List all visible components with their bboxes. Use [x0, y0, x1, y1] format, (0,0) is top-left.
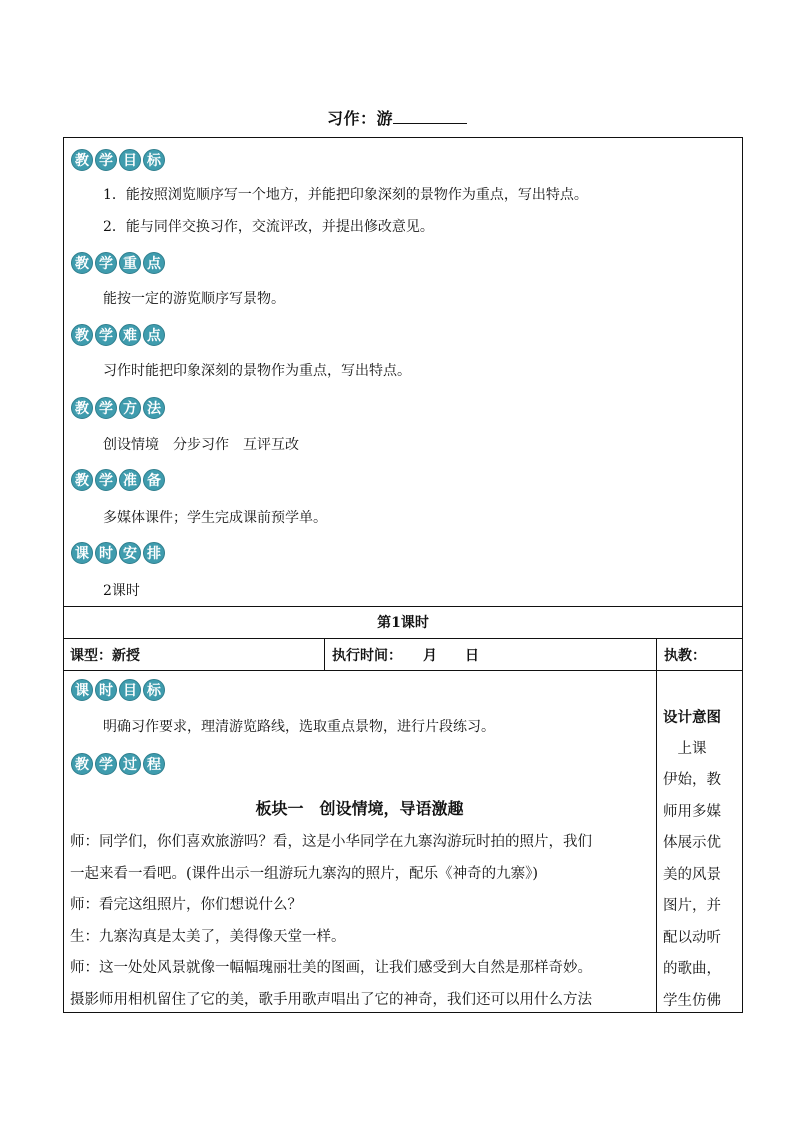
tag-char: 教 [71, 469, 93, 491]
dialogue [70, 827, 652, 1016]
difficulties-text: 习作时能把印象深刻的景物作为重点，写出特点。 [103, 363, 411, 379]
divider-lesson-heading [63, 606, 743, 607]
tag-char: 教 [71, 149, 93, 171]
lesson-heading: 第1课时 [377, 615, 429, 631]
tag-char: 学 [95, 149, 117, 171]
tag-char: 学 [95, 397, 117, 419]
tag-teaching-process [71, 753, 165, 775]
teacher-label: 执教： [664, 648, 706, 664]
tag-char: 教 [71, 753, 93, 775]
goal-item-2: 2．能与同伴交换习作，交流评改，并提出修改意见。 [103, 219, 434, 235]
methods-text: 创设情境 分步习作 互评互改 [103, 437, 299, 453]
tag-char: 点 [143, 324, 165, 346]
divider-lesson-body [63, 670, 743, 671]
tag-char: 教 [71, 252, 93, 274]
preparation-text: 多媒体课件；学生完成课前预学单。 [103, 510, 327, 526]
design-intent [663, 702, 739, 1017]
tag-char: 教 [71, 324, 93, 346]
divider-type-time [324, 638, 325, 670]
tag-char: 学 [95, 324, 117, 346]
tag-teaching-goals [71, 149, 165, 171]
design-intent-line: 图片，并 [663, 898, 721, 914]
tag-char: 学 [95, 252, 117, 274]
design-intent-line: 学生仿佛 [663, 992, 721, 1009]
design-intent-line: 体展示优 [663, 835, 721, 851]
divider-side-column [656, 638, 657, 1013]
tag-char: 课 [71, 542, 93, 564]
key-points-text: 能按一定的游览顺序写景物。 [103, 291, 285, 307]
tag-char: 课 [71, 679, 93, 701]
dialogue-line: 师：同学们，你们喜欢旅游吗？看，这是小华同学在九寨沟游玩时拍的照片，我们 [70, 834, 592, 850]
lesson-objective-text: 明确习作要求，理清游览路线，选取重点景物，进行片段练习。 [103, 719, 495, 735]
tag-char: 排 [143, 542, 165, 564]
title-blank [393, 108, 467, 124]
tag-char: 难 [119, 324, 141, 346]
tag-preparation [71, 469, 165, 491]
tag-lesson-objective [71, 679, 165, 701]
tag-char: 安 [119, 542, 141, 564]
dialogue-line: 生：九寨沟真是太美了，美得像天堂一样。 [70, 928, 346, 945]
tag-char: 学 [95, 753, 117, 775]
dialogue-line: 师：这一处处风景就像一幅幅瑰丽壮美的图画，让我们感受到大自然是那样奇妙。 [70, 960, 592, 976]
page-title [0, 106, 794, 129]
tag-methods [71, 397, 165, 419]
design-intent-line: 美的风景 [663, 866, 721, 883]
tag-char: 方 [119, 397, 141, 419]
tag-char: 目 [119, 679, 141, 701]
lesson-type: 课型：新授 [70, 648, 140, 664]
tag-schedule [71, 542, 165, 564]
dialogue-line: 一起来看一看吧。(课件出示一组游玩九寨沟的照片，配乐《神奇的九寨》) [70, 865, 539, 882]
block-title: 板块一 创设情境，导语激趣 [255, 799, 464, 818]
tag-char: 法 [143, 397, 165, 419]
tag-char: 程 [143, 753, 165, 775]
design-intent-line: 师用多媒 [663, 803, 721, 820]
tag-char: 时 [95, 542, 117, 564]
tag-char: 过 [119, 753, 141, 775]
design-intent-line: 配以动听 [663, 929, 721, 946]
tag-char: 重 [119, 252, 141, 274]
goal-item-1: 1．能按照浏览顺序写一个地方，并能把印象深刻的景物作为重点，写出特点。 [103, 187, 588, 203]
tag-char: 标 [143, 149, 165, 171]
tag-char: 准 [119, 469, 141, 491]
dialogue-line: 师：看完这组照片，你们想说什么？ [70, 897, 302, 913]
tag-char: 点 [143, 252, 165, 274]
title-text: 习作：游 [326, 109, 393, 128]
tag-char: 学 [95, 469, 117, 491]
execution-time: 执行时间： 月 日 [332, 648, 479, 664]
tag-char: 教 [71, 397, 93, 419]
divider-lesson-meta [63, 638, 743, 639]
design-intent-line: 的歌曲， [663, 961, 721, 977]
tag-char: 备 [143, 469, 165, 491]
design-intent-line: 上课 [663, 740, 707, 757]
schedule-text: 2课时 [103, 583, 140, 599]
design-intent-heading: 设计意图 [663, 709, 721, 726]
tag-char: 时 [95, 679, 117, 701]
tag-char: 目 [119, 149, 141, 171]
dialogue-line: 摄影师用相机留住了它的美，歌手用歌声唱出了它的神奇，我们还可以用什么方法 [70, 991, 592, 1008]
design-intent-line: 伊始，教 [663, 772, 721, 788]
tag-difficulties [71, 324, 165, 346]
tag-char: 标 [143, 679, 165, 701]
tag-key-points [71, 252, 165, 274]
